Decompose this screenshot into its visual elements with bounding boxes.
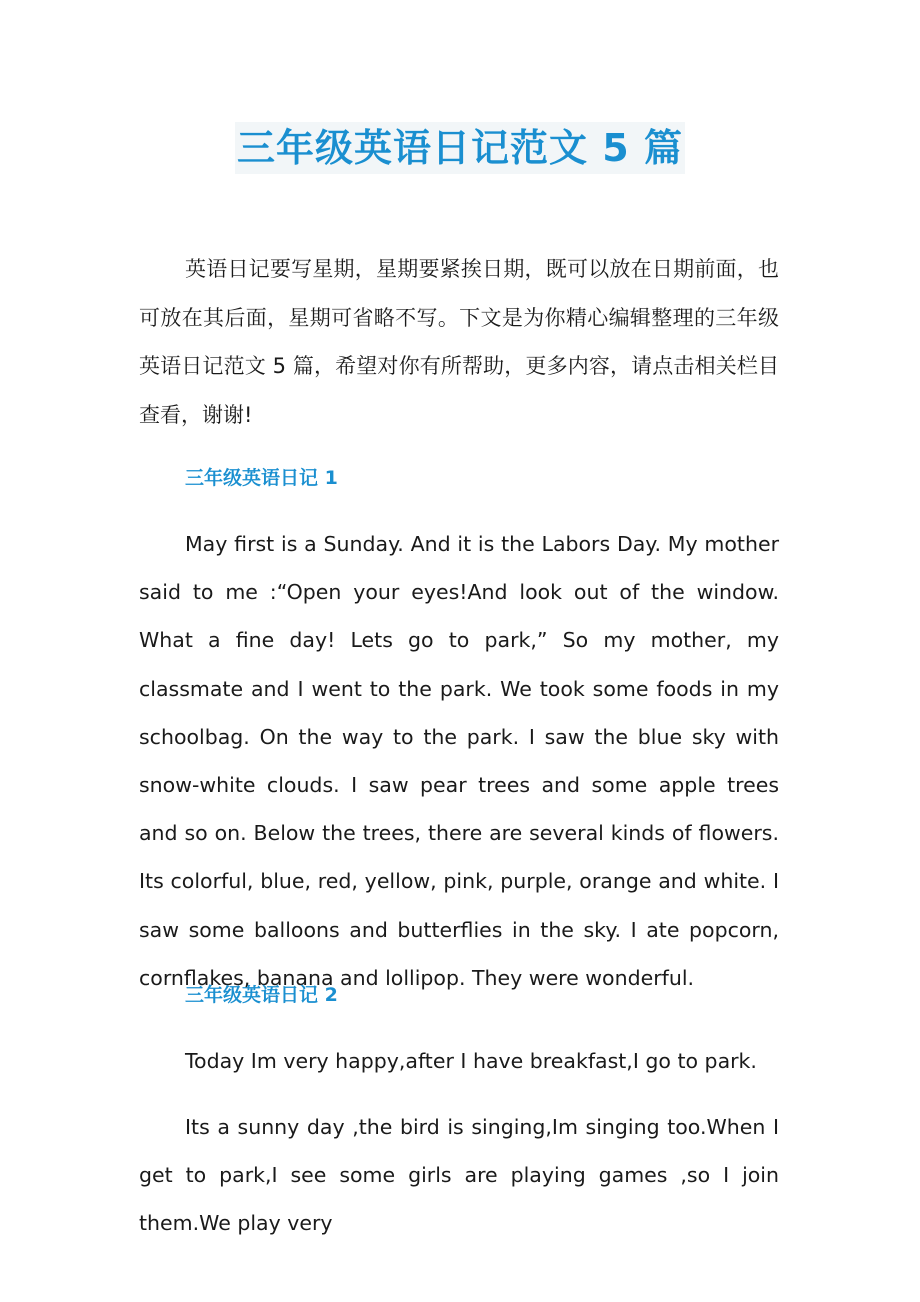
title-block [0,122,920,174]
section-2 [139,980,779,1010]
body-paragraph: May first is a Sunday. And it is the Labors Day. My mother said to me :“Open your eyes!And look out of the window. What a fine day! Lets go to park,” So my mother, my classmate and I went to the park. We took some foods in my schoolbag. On the way to the park. I saw the blue sky with snow-white clouds. I saw pear trees and some apple trees and so on. Below the trees, there are several kinds of flowers. Its colorful, blue, red, yellow, pink, purple, orange and white. I saw some balloons and butterflies in the sky. I ate popcorn, cornflakes, banana and lollipop. They were wonderful. [139,532,779,990]
body-paragraph: Its a sunny day ,the bird is singing,Im singing too.When I get to park,I see some girls are playing games ,so I join them.We play very [139,1115,779,1236]
intro-block [139,245,779,439]
document-title: 三年级英语日记范文 5 篇 [235,122,685,174]
section-heading: 三年级英语日记 2 [185,984,338,1006]
intro-paragraph: 英语日记要写星期，星期要紧挨日期，既可以放在日期前面，也可放在其后面，星期可省略不写。下文是为你精心编辑整理的三年级英语日记范文 5 篇，希望对你有所帮助，更多内容，请点击相关栏目查看，谢谢! [139,257,779,427]
section-1-body [139,520,779,1002]
section-1 [139,463,779,493]
section-heading: 三年级英语日记 1 [185,467,338,489]
body-paragraph: Today Im very happy,after I have breakfast,I go to park. [185,1049,757,1073]
section-2-body-a [139,1037,779,1085]
section-2-body-b [139,1103,779,1248]
